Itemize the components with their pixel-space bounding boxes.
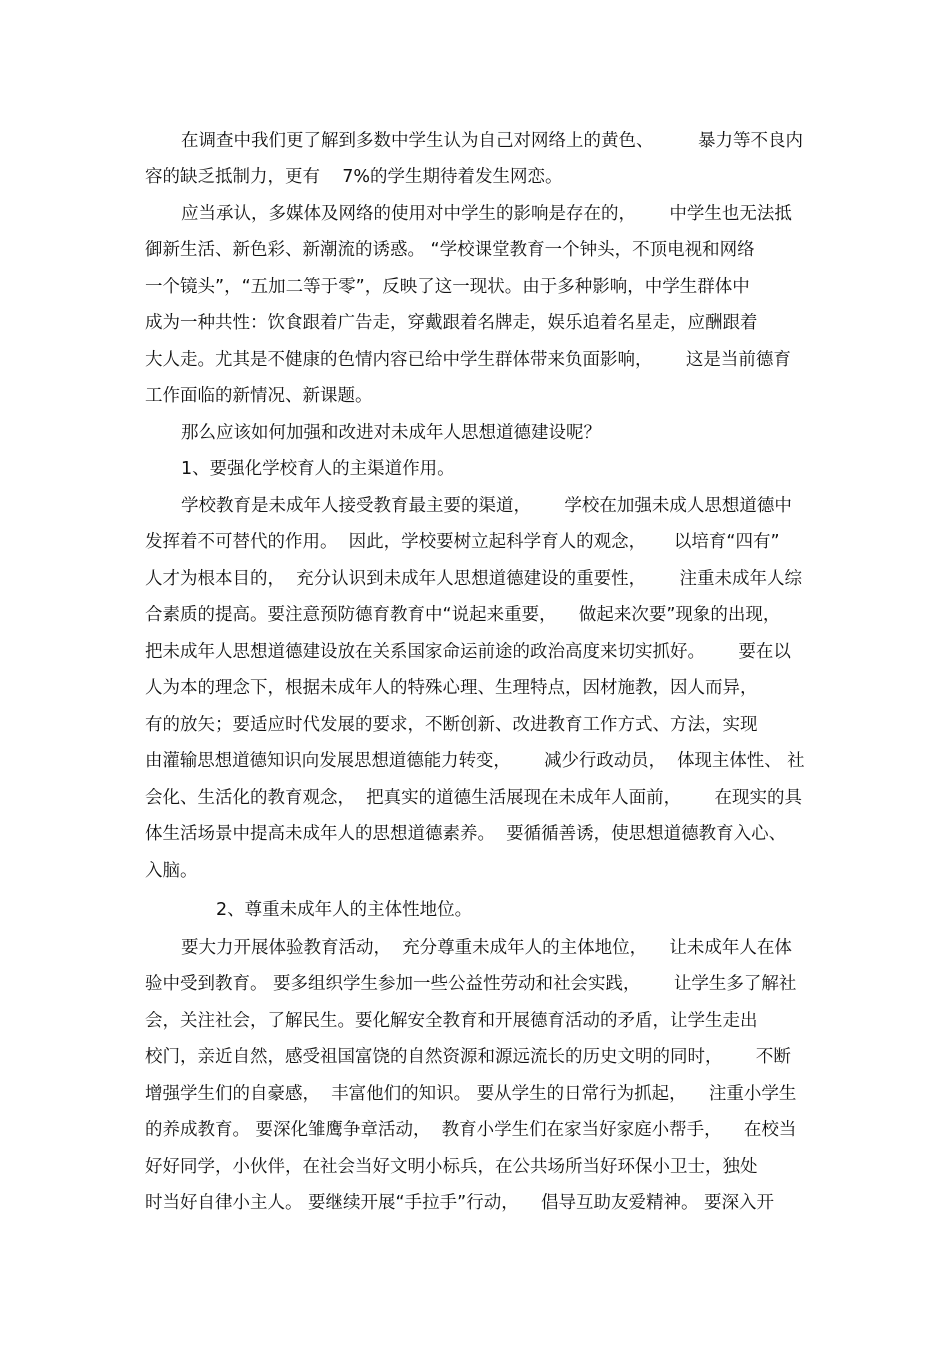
paragraph-line: 那么应该如何加强和改进对未成年人思想道德建设呢？ [181,423,601,443]
paragraph-line: 御新生活、新色彩、新潮流的诱惑。 “学校课堂教育一个钟头，不顶电视和网络 [145,240,755,260]
section-heading: 1、要强化学校育人的主渠道作用。 [181,459,455,479]
paragraph-line: 验中受到教育。 要多组织学生参加一些公益性劳动和社会实践， 让学生多了解社 [145,974,797,994]
paragraph-line: 入脑。 [145,861,198,881]
paragraph-line: 在调查中我们更了解到多数中学生认为自己对网络上的黄色、 暴力等不良内 [181,131,803,151]
paragraph-line: 发挥着不可替代的作用。 因此，学校要树立起科学育人的观念， 以培育“四有” [145,532,780,552]
paragraph-line: 有的放矢；要适应时代发展的要求，不断创新、改进教育工作方式、方法，实现 [145,715,758,735]
paragraph-line: 人为本的理念下，根据未成年人的特殊心理、生理特点，因材施教，因人而异， [145,678,758,698]
paragraph-line: 合素质的提高。要注意预防德育教育中“说起来重要， 做起来次要”现象的出现， [145,605,781,625]
paragraph-line: 大人走。尤其是不健康的色情内容已给中学生群体带来负面影响， 这是当前德育 [145,350,791,370]
paragraph-line: 校门，亲近自然，感受祖国富饶的自然资源和源远流长的历史文明的同时， 不断 [145,1047,791,1067]
paragraph-line: 会化、生活化的教育观念， 把真实的道德生活展现在未成年人面前， 在现实的具 [145,788,802,808]
paragraph-line: 成为一种共性：饮食跟着广告走，穿戴跟着名牌走，娱乐追着名星走，应酬跟着 [145,313,758,333]
paragraph-line: 人才为根本目的， 充分认识到未成年人思想道德建设的重要性， 注重未成年人综 [145,569,802,589]
paragraph-line: 体生活场景中提高未成年人的思想道德素养。 要循循善诱，使思想道德教育入心、 [145,824,787,844]
paragraph-line: 容的缺乏抵制力，更有 7%的学生期待着发生网恋。 [145,167,563,187]
paragraph-line: 会，关注社会，了解民生。要化解安全教育和开展德育活动的矛盾，让学生走出 [145,1011,758,1031]
paragraph-line: 要大力开展体验教育活动， 充分尊重未成年人的主体地位， 让未成年人在体 [181,938,792,958]
paragraph-line: 增强学生们的自豪感， 丰富他们的知识。 要从学生的日常行为抓起， 注重小学生 [145,1084,797,1104]
section-heading: 2、尊重未成年人的主体性地位。 [216,900,473,920]
paragraph-line: 学校教育是未成年人接受教育最主要的渠道， 学校在加强未成人思想道德中 [181,496,792,516]
paragraph-line: 一个镜头”，“五加二等于零”，反映了这一现状。由于多种影响，中学生群体中 [145,277,750,297]
paragraph-line: 把未成年人思想道德建设放在关系国家命运前途的政治高度来切实抓好。 要在以 [145,642,791,662]
paragraph-line: 由灌输思想道德知识向发展思想道德能力转变， 减少行政动员， 体现主体性、 社 [145,751,805,771]
paragraph-line: 好好同学，小伙伴，在社会当好文明小标兵，在公共场所当好环保小卫士，独处 [145,1157,758,1177]
paragraph-line: 应当承认，多媒体及网络的使用对中学生的影响是存在的， 中学生也无法抵 [181,204,792,224]
paragraph-line: 时当好自律小主人。 要继续开展“手拉手”行动， 倡导互助友爱精神。 要深入开 [145,1193,775,1213]
paragraph-line: 的养成教育。 要深化雏鹰争章活动， 教育小学生们在家当好家庭小帮手， 在校当 [145,1120,797,1140]
paragraph-line: 工作面临的新情况、新课题。 [145,386,373,406]
